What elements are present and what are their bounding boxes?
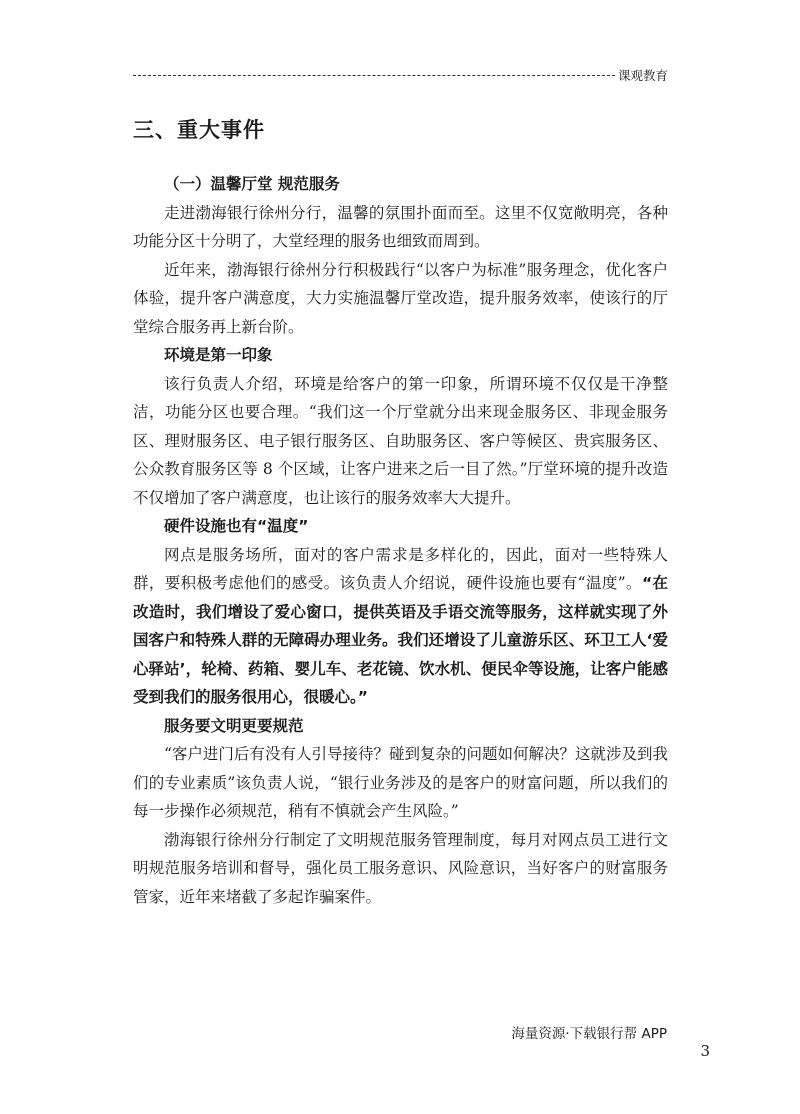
- subsection-title: （一）温馨厅堂 规范服务: [164, 175, 340, 193]
- subheading-service-standard: 服务要文明更要规范: [164, 716, 304, 735]
- paragraph-4: [133, 541, 668, 712]
- page-number: 3: [700, 1042, 710, 1060]
- paragraph-4-bold-quote: “在改造时，我们增设了爱心窗口，提供英语及手语交流等服务，这样就实现了外国客户和特殊人群的无障碍办理业务。我们还增设了儿童游乐区、环卫工人‘爱心驿站’，轮椅、药箱、婴儿车、老花镜、饮水机、便民伞等设施，让客户能感受到我们的服务很用心，很暖心。”: [133, 574, 669, 706]
- article-body: [133, 170, 668, 911]
- paragraph-4-plain: 网点是服务场所，面对的客户需求是多样化的，因此，面对一些特殊人群，要积极考虑他们的感受。该负责人介绍说，硬件设施也要有“温度”。: [133, 545, 668, 592]
- paragraph-1: 走进渤海银行徐州分行，温馨的氛围扑面而至。这里不仅宽敞明亮，各种功能分区十分明了，大堂经理的服务也细致而周到。: [133, 203, 668, 250]
- header-brand: 课观教育: [617, 68, 668, 83]
- section-title: 三、重大事件: [133, 118, 265, 142]
- paragraph-2: 近年来，渤海银行徐州分行积极践行“以客户为标准”服务理念，优化客户体验，提升客户满意度，大力实施温馨厅堂改造，提升服务效率，使该行的厅堂综合服务再上新台阶。: [133, 260, 668, 336]
- subheading-hardware: 硬件设施也有“温度”: [164, 517, 309, 535]
- subheading-environment: 环境是第一印象: [164, 346, 273, 364]
- footer-ad: 海量资源·下载银行帮 APP: [511, 1026, 667, 1042]
- page-header: [133, 66, 668, 84]
- paragraph-3: 该行负责人介绍，环境是给客户的第一印象，所谓环境不仅仅是干净整洁，功能分区也要合理。“我们这一个厅堂就分出来现金服务区、非现金服务区、理财服务区、电子银行服务区、自助服务区、客户等候区、贵宾服务区、公众教育服务区等 8 个区域，让客户进来之后一目了然。”厅堂环境的提升改造不仅增加了客户满意度，也让该行的服务效率大大提升。: [133, 374, 668, 507]
- paragraph-6: 渤海银行徐州分行制定了文明规范服务管理制度，每月对网点员工进行文明规范服务培训和督导，强化员工服务意识、风险意识，当好客户的财富服务管家，近年来堵截了多起诈骗案件。: [133, 830, 668, 906]
- header-dashed-rule: [133, 75, 615, 76]
- paragraph-5: “客户进门后有没有人引导接待？碰到复杂的问题如何解决？这就涉及到我们的专业素质”该负责人说，“银行业务涉及的是客户的财富问题，所以我们的每一步操作必须规范，稍有不慎就会产生风险。”: [133, 745, 668, 820]
